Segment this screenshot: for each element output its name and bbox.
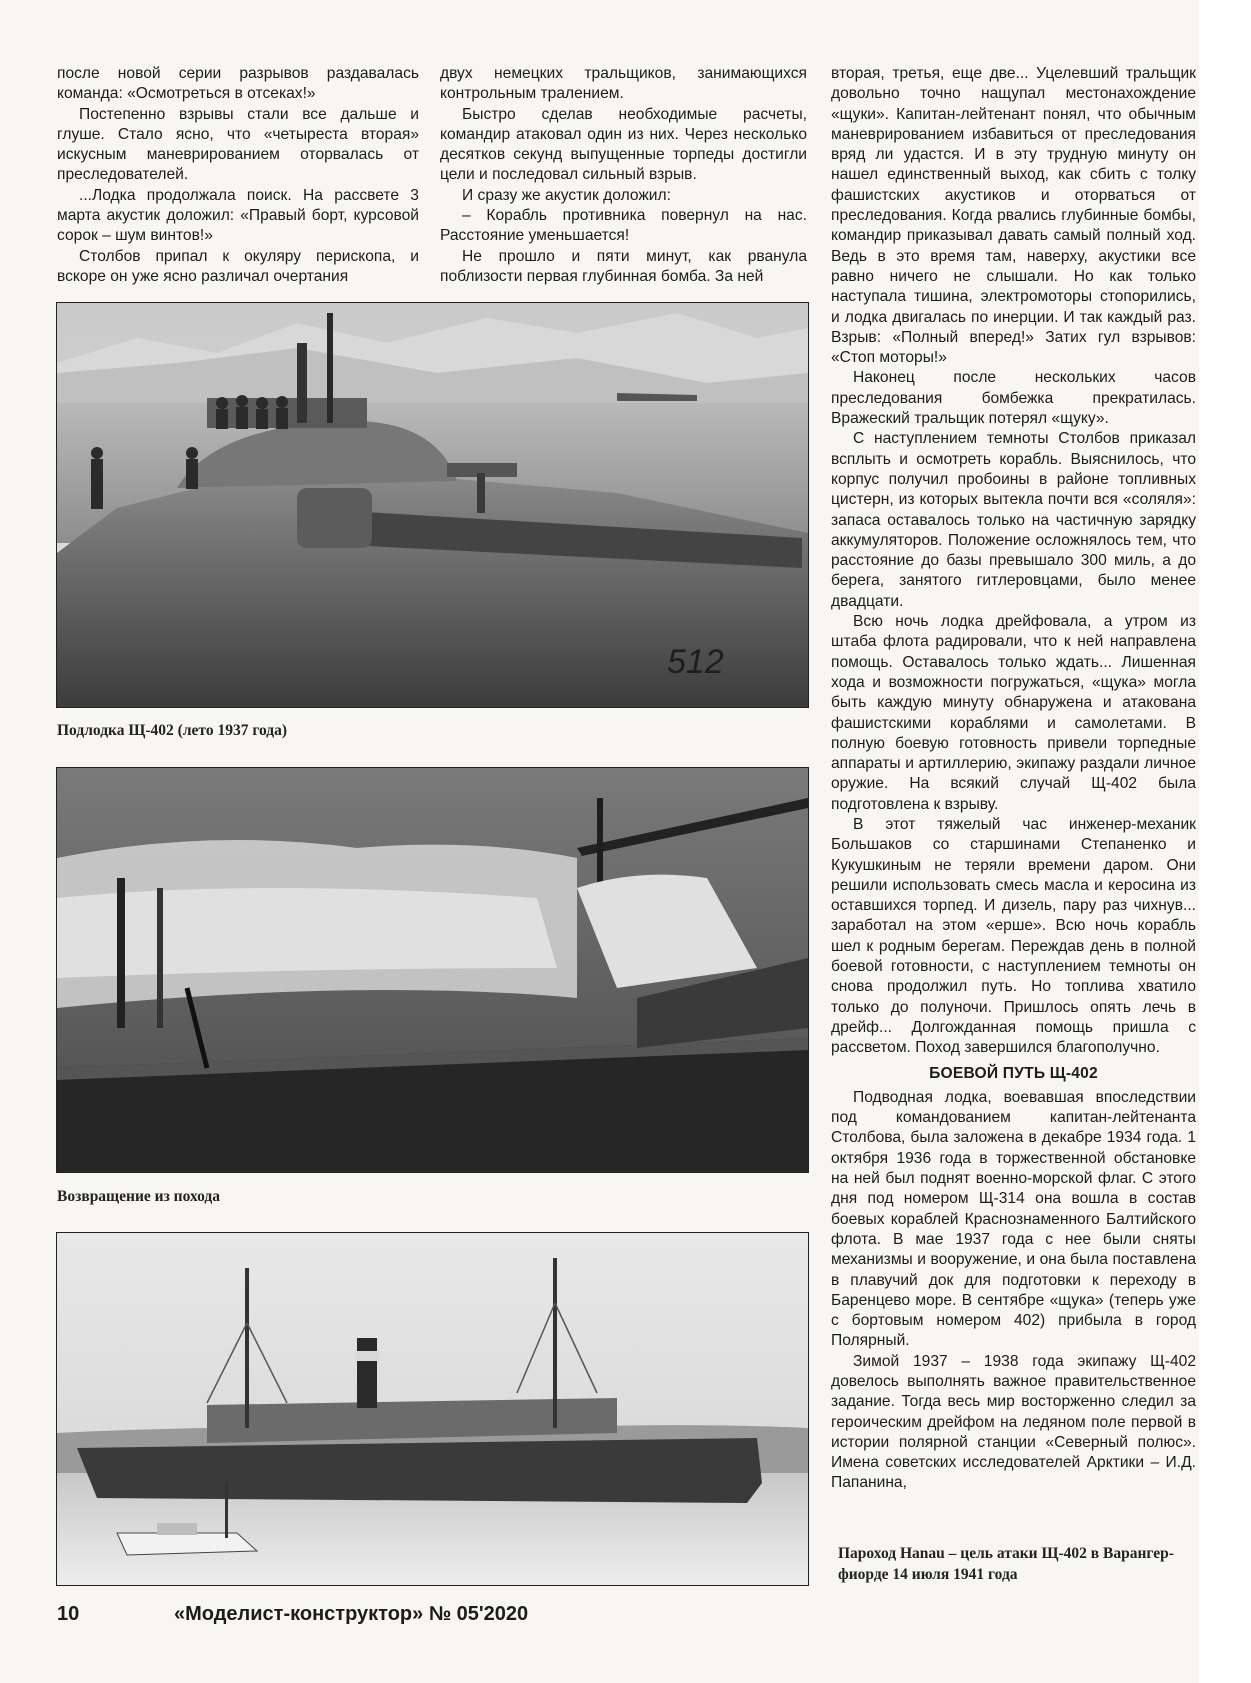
scan-margin: [1199, 0, 1251, 1683]
paragraph: Не прошло и пяти минут, как рванула поблизости первая глубинная бомба. За ней: [440, 247, 807, 285]
column3-part1: [831, 64, 1196, 1059]
paragraph: В этот тяжелый час инженер-механик Большаков со старшинами Степаненко и Кукушкиным не теряли времени даром. Они решили использовать смесь масла и керосина из оставшихся торпед. И дизель, пару раз чихнув... заработал на этом «ерше». Всю ночь корабль шел к родным берегам. Переждав день в полной боевой готовности, с наступлением темноты он снова продолжил путь. Но топлива хватило только до полуночи. Пришлось опять лечь в дрейф... Долгожданная помощь пришла с рассветом. Поход завершился благополучно.: [831, 815, 1196, 1057]
photo-submarine-1937: [56, 302, 809, 708]
text-column-2: [440, 64, 807, 287]
paragraph: двух немецких тральщиков, занимающихся контрольным тралением.: [440, 65, 807, 103]
magazine-issue: «Моделист-конструктор» № 05'2020: [174, 1603, 529, 1625]
photo-steamer-hanau: [56, 1232, 809, 1586]
text-column-1: [57, 64, 419, 287]
page-number: 10: [57, 1603, 80, 1625]
paragraph: Наконец после нескольких часов преследования бомбежка прекратилась. Вражеский тральщик потерял «щуку».: [831, 369, 1196, 428]
photo1-caption: Подлодка Щ-402 (лето 1937 года): [57, 722, 288, 739]
paragraph: Столбов припал к окуляру перископа, и вскоре он уже ясно различал очертания: [57, 247, 419, 285]
text-column-3: [831, 64, 1196, 1494]
photo3-caption: Пароход Hanau – цель атаки Щ-402 в Варангер-фиорде 14 июля 1941 года: [838, 1545, 1174, 1583]
paragraph: Всю ночь лодка дрейфовала, а утром из штаба флота радировали, что к ней направлена помощь. Оставалось только ждать... Лишенная хода и возможности погружаться, «щука» могла быть каждую минуту обнаружена и атакована фашистскими кораблями и самолетами. В полную боевую готовность привели торпедные аппараты и артиллерию, экипажу раздали личное оружие. На всякий случай Щ-402 была подготовлена к взрыву.: [831, 613, 1196, 813]
column3-part2: [831, 1088, 1196, 1494]
paragraph: Зимой 1937 – 1938 года экипажу Щ-402 довелось выполнять важное правительственное задание. Тогда весь мир восторженно следил за героическим дрейфом на ледяном поле первой в истории полярной станции «Северный полюс». Имена советских исследователей Арктики – И.Д. Папанина,: [831, 1352, 1196, 1492]
paragraph: вторая, третья, еще две... Уцелевший тральщик довольно точно нащупал местонахождение «щуки». Капитан-лейтенант понял, что обычным маневрированием избавиться от преследования вряд ли удастся. И в эту трудную минуту он нашел единственный выход, как сбить с толку фашистских акустиков и оторваться от преследования. Когда рвались глубинные бомбы, командир приказывал давать самый полный ход. Ведь в это время там, наверху, акустики все равно ничего не слышали. Но как только наступала тишина, электромоторы стопорились, и лодка двигалась по инерции. И так каждый раз. Взрыв: «Полный вперед!» Затих гул взрывов: «Стоп моторы!»: [831, 65, 1196, 367]
paragraph: Подводная лодка, воевавшая впоследствии под командованием капитан-лейтенанта Столбова, была заложена в декабре 1934 года. 1 октября 1936 года в торжественной обстановке на ней был поднят военно-морской флаг. С этого дня под номером Щ-314 она вошла в состав боевых кораблей Краснознаменного Балтийского флота. В мае 1937 года с нее были сняты механизмы и вооружение, и она была поставлена в плавучий док для подготовки к переходу в Баренцево море. В сентябре «щука» (теперь уже с бортовым номером 402) прибыла в город Полярный.: [831, 1088, 1196, 1350]
photo2-caption: Возвращение из похода: [57, 1188, 221, 1205]
paragraph: после новой серии разрывов раздавалась команда: «Осмотреться в отсеках!»: [57, 65, 419, 103]
paragraph: – Корабль противника повернул на нас. Расстояние уменьшается!: [440, 207, 807, 245]
hull-number: 512: [667, 643, 724, 681]
paragraph: Быстро сделав необходимые расчеты, командир атаковал один из них. Через несколько десятков секунд выпущенные торпеды достигли цели и последовал сильный взрыв.: [440, 105, 807, 184]
section-heading: БОЕВОЙ ПУТЬ Щ-402: [929, 1064, 1098, 1082]
photo-return-from-patrol: [56, 767, 809, 1173]
paragraph: С наступлением темноты Столбов приказал всплыть и осмотреть корабль. Выяснилось, что корпус получил пробоины в районе топливных цистерн, из которых вытекла почти вся «соляля»: запаса оставалось только на частичную зарядку аккумуляторов. Положение осложнялось тем, что расстояние до базы превышало 300 миль, а до берега, занятого гитлеровцами, было менее двадцати.: [831, 430, 1196, 610]
paragraph: И сразу же акустик доложил:: [462, 186, 671, 204]
paragraph: ...Лодка продолжала поиск. На рассвете 3 марта акустик доложил: «Правый борт, курсовой сорок – шум винтов!»: [57, 186, 419, 245]
paragraph: Постепенно взрывы стали все дальше и глуше. Стало ясно, что «четыреста вторая» искусным маневрированием оторвалась от преследователей.: [57, 105, 419, 184]
